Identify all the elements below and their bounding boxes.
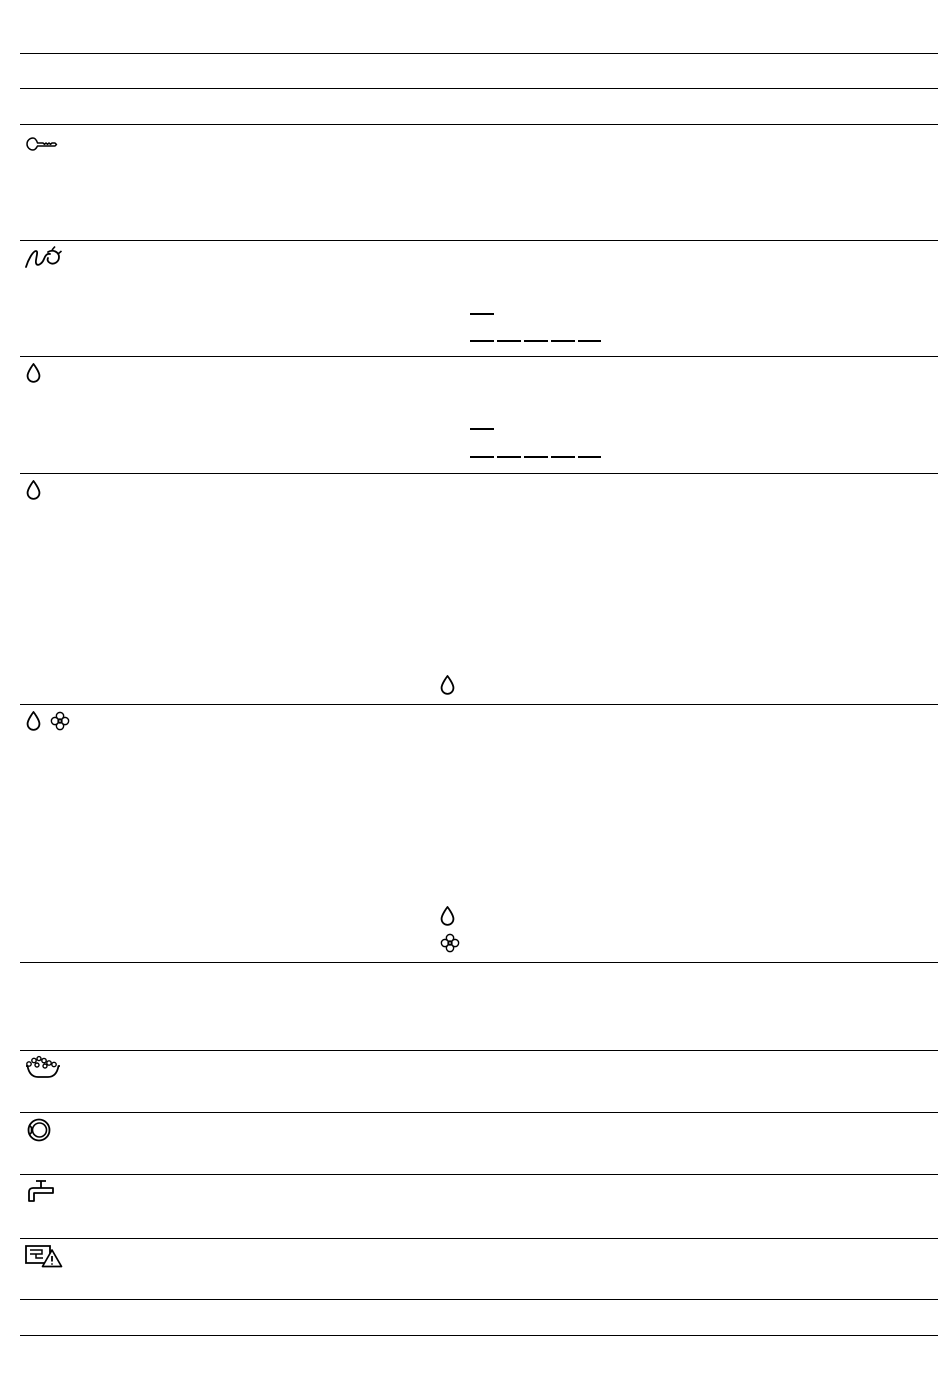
display-warning-icon <box>25 1244 63 1268</box>
rule-row-blank <box>20 962 938 963</box>
rule-row-drum <box>20 1112 938 1113</box>
dash-short <box>470 313 494 315</box>
dash-segment <box>551 340 575 342</box>
dash-segment <box>470 456 494 458</box>
drum-icon <box>25 1118 53 1142</box>
dash-short <box>470 428 494 430</box>
dash-segment <box>551 456 575 458</box>
rule-row-plug <box>20 240 938 241</box>
flower-icon <box>440 933 460 953</box>
key-icon <box>25 136 59 152</box>
rule-row-drop-1 <box>20 356 938 357</box>
rule-row-key <box>20 124 938 125</box>
water-drop-icon <box>25 710 42 731</box>
dash-segment <box>578 456 601 458</box>
rule-row-drop-2 <box>20 473 938 474</box>
dash-segment <box>524 456 548 458</box>
water-drop-icon <box>25 362 42 383</box>
dash-segment <box>497 456 521 458</box>
dash-segment <box>578 340 601 342</box>
water-drop-icon <box>25 479 42 500</box>
water-tap-icon <box>25 1179 55 1203</box>
flower-icon <box>50 711 70 731</box>
rule-row-basin <box>20 1050 938 1051</box>
dash-segment <box>497 340 521 342</box>
rule-footer-b <box>20 1335 938 1336</box>
rule-row-tap <box>20 1174 938 1175</box>
dash-segment <box>524 340 548 342</box>
water-drop-icon <box>439 674 456 695</box>
rule-row-warning <box>20 1238 938 1239</box>
dash-segment <box>470 340 494 342</box>
rule-header <box>20 88 938 89</box>
bubbling-basin-icon <box>24 1056 62 1080</box>
plug-icon <box>24 246 62 270</box>
rule-footer-a <box>20 1299 938 1300</box>
water-drop-icon <box>439 905 456 926</box>
rule-row-drop-flower <box>20 704 938 705</box>
rule-top <box>20 53 938 54</box>
